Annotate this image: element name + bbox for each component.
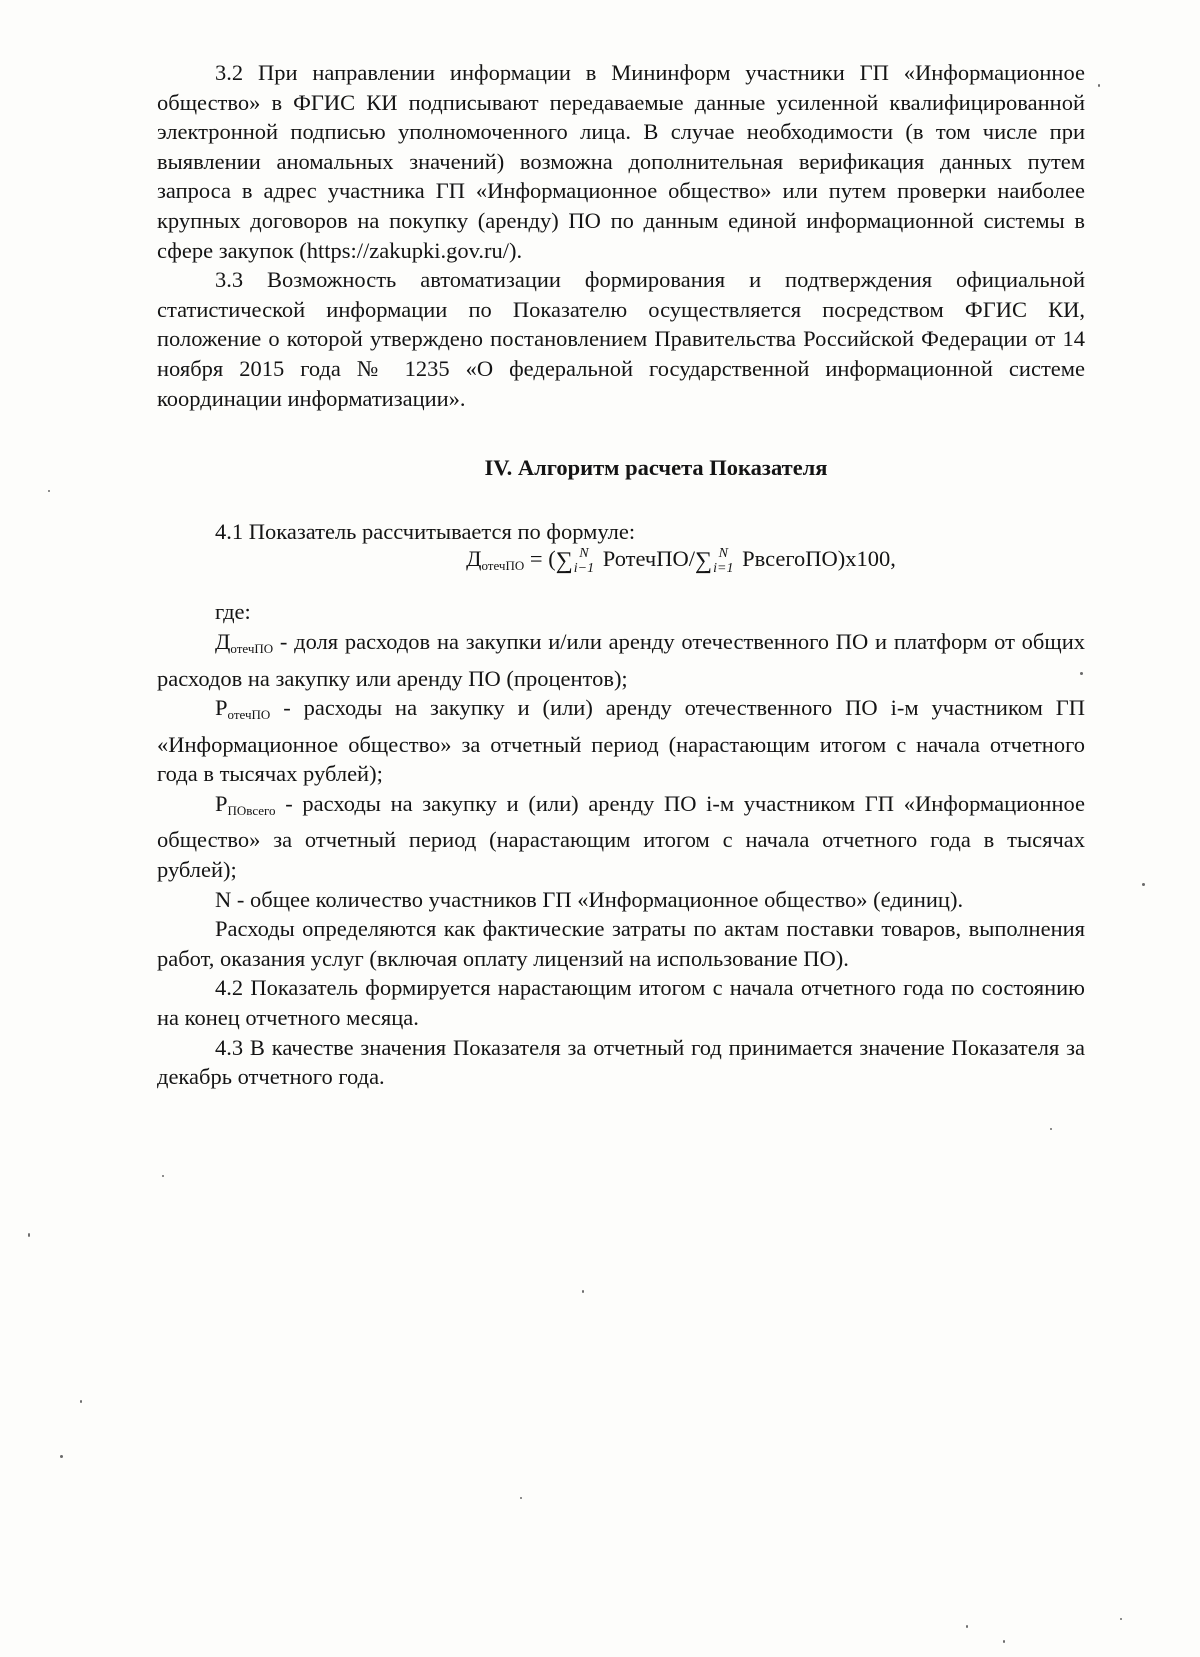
formula-equals: = (	[524, 546, 556, 572]
definition-r-vsego	[157, 789, 1085, 885]
scan-speck	[1050, 1128, 1052, 1130]
definition-r-vsego-text: - расходы на закупку и (или) аренду ПО i-м участником ГП «Информационное общество» за отчетный период (нарастающим итогом с начала отчетного года в тысячах рублей);	[157, 790, 1085, 883]
paragraph-3-3: 3.3 Возможность автоматизации формирования и подтверждения официальной статистической информации по Показателю осуществляется посредством ФГИС КИ, положение о которой утверждено постановлением Правительства Российской Федерации от 14 ноября 2015 года № 1235 «О федеральной государственной информационной системе координации информатизации».	[157, 267, 1085, 411]
sum-lower-limit-1: i−1	[573, 561, 595, 577]
sum-limits-2	[713, 546, 733, 576]
section-heading: IV. Алгоритм расчета Показателя	[484, 455, 828, 481]
paragraph-4-2: 4.2 Показатель формируется нарастающим итогом с начала отчетного года по состоянию на конец отчетного месяца.	[157, 975, 1085, 1031]
paragraph-3-2: 3.2 При направлении информации в Мининформ участники ГП «Информационное общество» в ФГИС КИ подписывают передаваемые данные усиленной квалифицированной электронной подписью уполномоченного лица. В случае необходимости (в том числе при выявлении аномальных значений) возможна дополнительная верификация данных путем запроса в адрес участника ГП «Информационное общество» или путем проверки наиболее крупных договоров на покупку (аренду) ПО по данным единой информационной системы в сфере закупок (https://zakupki.gov.ru/).	[157, 60, 1085, 263]
definition-r-vsego-symbol: Р	[215, 790, 228, 816]
definition-r-otech-subscript: отечПО	[227, 707, 271, 723]
sum-upper-limit-1: N	[579, 546, 589, 562]
definition-d-symbol: Д	[215, 628, 231, 654]
scan-speck	[582, 1290, 584, 1293]
scan-speck	[1142, 883, 1145, 886]
scan-speck	[1098, 84, 1100, 87]
scan-speck	[48, 490, 50, 492]
sum-lower-limit-2: i=1	[713, 561, 734, 577]
scan-speck	[162, 1175, 164, 1177]
definition-d-text: - доля расходов на закупки и/или аренду отечественного ПО и платформ от общих расходов на закупку или аренду ПО (процентов);	[157, 628, 1085, 691]
scan-speck	[1080, 672, 1083, 675]
paragraph-4-3: 4.3 В качестве значения Показателя за отчетный год принимается значение Показателя за декабрь отчетного года.	[157, 1034, 1085, 1090]
sum-symbol-2: ∑	[695, 548, 713, 575]
scan-speck	[80, 1400, 82, 1403]
formula-lhs: Д	[466, 546, 482, 572]
definition-n: N - общее количество участников ГП «Информационное общество» (единиц).	[215, 886, 964, 912]
sum-upper-limit-2: N	[718, 546, 728, 562]
scan-speck	[520, 1497, 522, 1499]
formula	[157, 542, 1085, 583]
paragraph-4-1: 4.1 Показатель рассчитывается по формуле:	[215, 518, 636, 544]
formula-term-2: РвсегоПО)x100,	[736, 546, 896, 572]
scan-speck	[28, 1233, 30, 1237]
definition-r-otech-symbol: Р	[215, 695, 228, 721]
formula-lhs-subscript: отечПО	[481, 558, 525, 574]
definition-r-vsego-subscript: ПОвсего	[227, 802, 276, 818]
document-body	[157, 58, 1085, 1092]
sum-limits-1	[574, 546, 594, 576]
sum-symbol-1: ∑	[555, 548, 573, 575]
where-label: где:	[215, 599, 251, 625]
scan-speck	[1120, 1618, 1122, 1620]
definition-d-subscript: отечПО	[230, 640, 274, 656]
definition-r-otech-text: - расходы на закупку и (или) аренду отечественного ПО i-м участником ГП «Информационное общество» за отчетный период (нарастающим итогом с начала отчетного года в тысячах рублей);	[157, 695, 1085, 787]
scan-speck	[1003, 1640, 1005, 1643]
formula-term-1: РотечПО/	[597, 546, 695, 572]
definition-d-otech	[157, 627, 1085, 693]
scan-speck	[966, 1625, 968, 1628]
paragraph-expenses: Расходы определяются как фактические затраты по актам поставки товаров, выполнения работ, оказания услуг (включая оплату лицензий на использование ПО).	[157, 916, 1085, 971]
scan-speck	[60, 1455, 63, 1458]
definition-r-otech	[157, 693, 1085, 789]
